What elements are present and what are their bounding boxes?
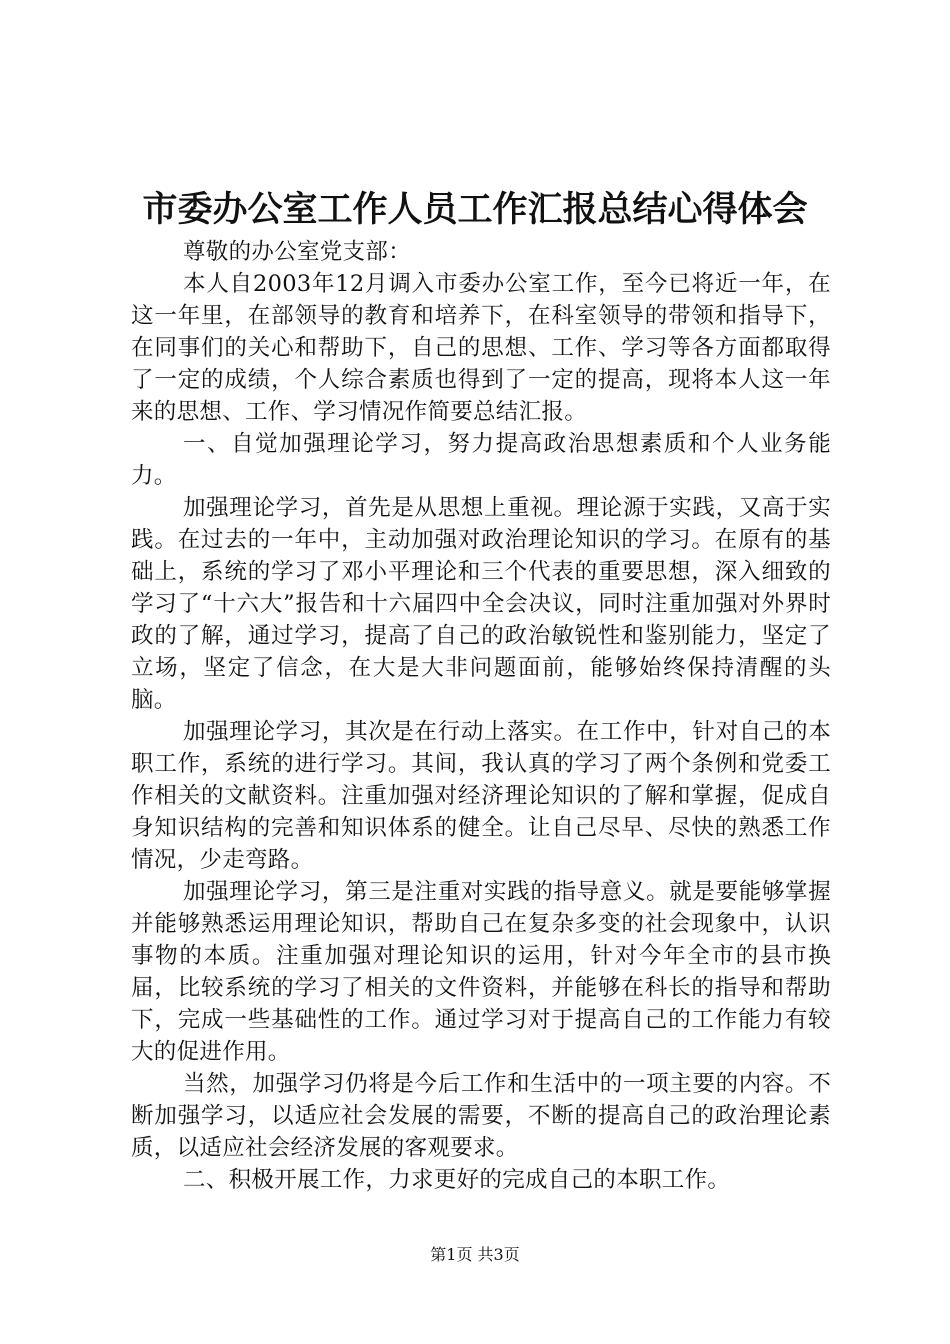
body-paragraph: 加强理论学习，其次是在行动上落实。在工作中，针对自己的本职工作，系统的进行学习。其间，我认真的学习了两个条例和党委工作相关的文献资料。注重加强对经济理论知识的了解和掌握，促成自身知识结构的完善和知识体系的健全。让自己尽早、尽快的熟悉工作情况，少走弯路。 xyxy=(131,719,831,873)
body-paragraph: 当然，加强学习仍将是今后工作和生活中的一项主要的内容。不断加强学习，以适应社会发展的需要，不断的提高自己的政治理论素质，以适应社会经济发展的客观要求。 xyxy=(131,1071,831,1161)
section-heading-2: 二、积极开展工作，力求更好的完成自己的本职工作。 xyxy=(183,1167,731,1193)
body-paragraph: 加强理论学习，第三是注重对实践的指导意义。就是要能够掌握并能够熟悉运用理论知识，帮助自己在复杂多变的社会现象中，认识事物的本质。注重加强对理论知识的运用，针对今年全市的县市换届，比较系统的学习了相关的文件资料，并能够在科长的指导和帮助下，完成一些基础性的工作。通过学习对于提高自己的工作能力有较大的促进作用。 xyxy=(131,879,831,1065)
salutation-paragraph: 尊敬的办公室党支部： xyxy=(183,239,412,265)
page-number-footer: 第1页 共3页 xyxy=(430,1245,520,1264)
document-body xyxy=(131,236,831,1196)
document-title: 市委办公室工作人员工作汇报总结心得体会 xyxy=(142,189,808,230)
body-paragraph: 加强理论学习，首先是从思想上重视。理论源于实践，又高于实践。在过去的一年中，主动加强对政治理论知识的学习。在原有的基础上，系统的学习了邓小平理论和三个代表的重要思想，深入细致的学习了“十六大”报告和十六届四中全会决议，同时注重加强对外界时政的了解，通过学习，提高了自己的政治敏锐性和鉴别能力，坚定了立场，坚定了信念，在大是大非问题面前，能够始终保持清醒的头脑。 xyxy=(131,495,831,713)
intro-paragraph: 本人自2003年12月调入市委办公室工作，至今已将近一年，在这一年里，在部领导的教育和培养下，在科室领导的带领和指导下，在同事们的关心和帮助下，自己的思想、工作、学习等各方面都取得了一定的成绩，个人综合素质也得到了一定的提高，现将本人这一年来的思想、工作、学习情况作简要总结汇报。 xyxy=(131,271,831,425)
section-heading-1: 一、自觉加强理论学习，努力提高政治思想素质和个人业务能力。 xyxy=(131,431,831,489)
